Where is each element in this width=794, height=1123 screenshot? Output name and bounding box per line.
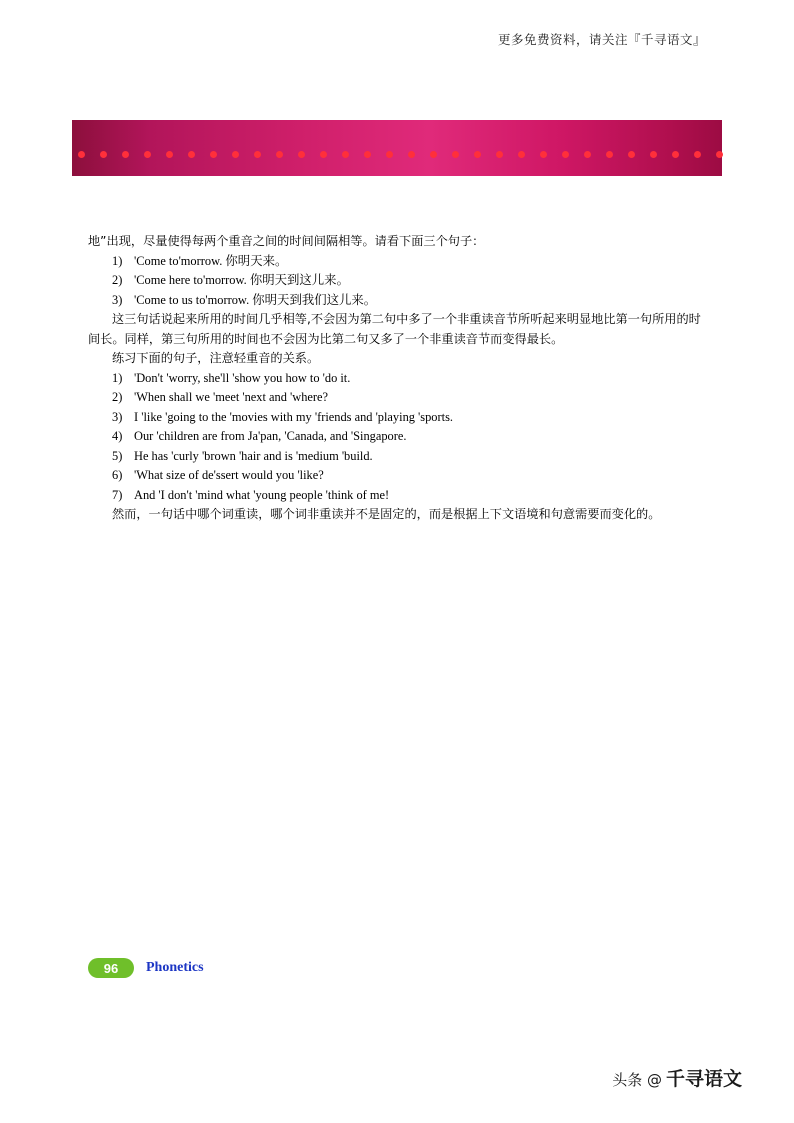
paragraph-1: 地”出现，尽量使得每两个重音之间的时间间隔相等。请看下面三个句子： — [88, 234, 485, 248]
paragraph-4: 然而，一句话中哪个词重读，哪个词非重读并不是固定的，而是根据上下文语境和句意需要而变化的。 — [112, 507, 661, 521]
practice-item — [88, 447, 712, 467]
paragraph-2: 这三句话说起来所用的时间几乎相等,不会因为第二句中多了一个非重读音节所听起来明显地比第一句所用的时间长。同样，第三句所用的时间也不会因为比第二句又多了一个非重读音节而变得最长。 — [88, 312, 701, 346]
practice-item — [88, 466, 712, 486]
practice-text: 'What size of de'ssert would you 'like? — [134, 468, 324, 482]
practice-item — [88, 486, 712, 506]
page-footer — [88, 958, 204, 978]
practice-number: 4) — [112, 429, 123, 443]
example-item — [88, 291, 712, 311]
practice-item — [88, 427, 712, 447]
practice-item — [88, 369, 712, 389]
example-text: 'Come to us to'morrow. 你明天到我们这儿来。 — [134, 292, 377, 307]
page-number-badge: 96 — [88, 958, 134, 978]
practice-text: 'When shall we 'meet 'next and 'where? — [134, 390, 329, 404]
practice-item — [88, 408, 712, 428]
example-number: 3) — [112, 292, 123, 307]
example-number: 1) — [112, 253, 123, 268]
page-body — [88, 232, 712, 525]
decorative-header-banner — [72, 120, 722, 176]
top-watermark-text: 更多免费资料，请关注『千寻语文』 — [497, 33, 706, 47]
practice-text: Our 'children are from Ja'pan, 'Canada, and 'Singapore. — [134, 429, 407, 443]
practice-text: He has 'curly 'brown 'hair and is 'medium 'build. — [134, 448, 373, 463]
section-label: Phonetics — [146, 960, 204, 975]
banner-dot-row — [72, 148, 722, 160]
practice-number: 7) — [112, 487, 123, 502]
practice-number: 6) — [112, 468, 123, 482]
example-text: 'Come to'morrow. 你明天来。 — [134, 253, 288, 268]
practice-text: I 'like 'going to the 'movies with my 'friends and 'playing 'sports. — [134, 409, 453, 424]
example-item — [88, 271, 712, 291]
bottom-watermark — [612, 1064, 742, 1091]
practice-number: 5) — [112, 448, 123, 463]
example-item — [88, 252, 712, 272]
paragraph-3: 练习下面的句子，注意轻重音的关系。 — [112, 351, 320, 365]
practice-number: 3) — [112, 409, 123, 424]
practice-text: And 'I don't 'mind what 'young people 'think of me! — [134, 487, 390, 502]
practice-item — [88, 388, 712, 408]
practice-number: 1) — [112, 370, 123, 385]
example-text: 'Come here to'morrow. 你明天到这儿来。 — [134, 273, 349, 287]
bottom-watermark-prefix: 头条 @ — [612, 1071, 662, 1089]
example-number: 2) — [112, 273, 123, 287]
bottom-watermark-name: 千寻语文 — [665, 1068, 742, 1090]
practice-number: 2) — [112, 390, 123, 404]
practice-text: 'Don't 'worry, she'll 'show you how to 'do it. — [134, 370, 351, 385]
